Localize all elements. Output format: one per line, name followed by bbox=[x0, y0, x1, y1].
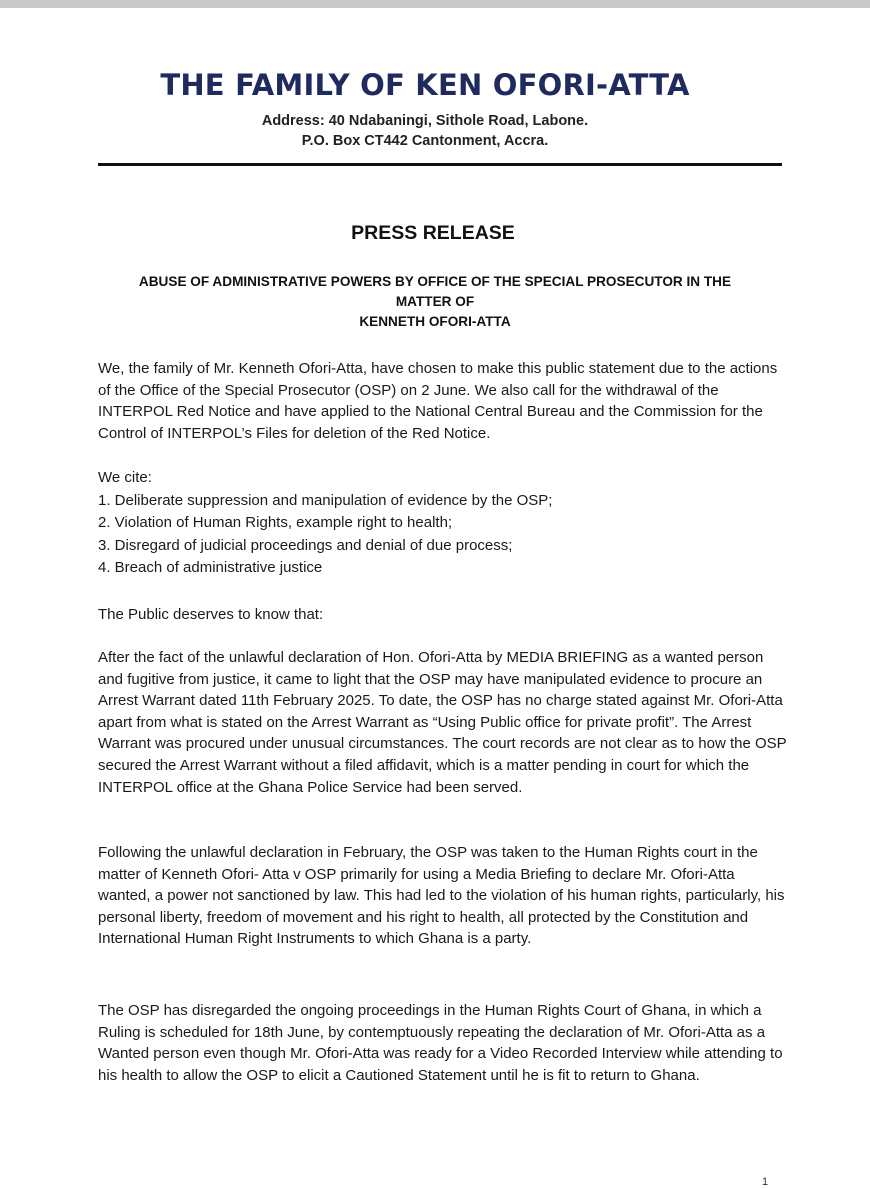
cite-item: 4. Breach of administrative justice bbox=[98, 559, 323, 576]
cite-item: 2. Violation of Human Rights, example right to health; bbox=[98, 514, 453, 531]
cite-list bbox=[98, 467, 788, 580]
letterhead-address: Address: 40 Ndabaningi, Sithole Road, Labone. bbox=[261, 113, 589, 129]
subheading-line: MATTER OF bbox=[395, 294, 475, 309]
window-top-strip bbox=[0, 0, 870, 8]
letterhead-divider bbox=[98, 163, 782, 166]
public-intro: The Public deserves to know that: bbox=[98, 606, 324, 623]
cite-intro: We cite: bbox=[98, 469, 152, 486]
proceedings-paragraph: The OSP has disregarded the ongoing proceedings in the Human Rights Court of Ghana, in which a Ruling is scheduled for 18th June, by contemptuously repeating the declaration of Mr. Ofori-Atta as a Wanted person even though Mr. Ofori-Atta was ready for a Video Recorded Interview while attending to his health to allow the OSP to elicit a Cautioned Statement until he is fit to return to Ghana. bbox=[98, 1002, 783, 1084]
release-subheading bbox=[98, 272, 772, 332]
subheading-line: ABUSE OF ADMINISTRATIVE POWERS BY OFFICE OF THE SPECIAL PROSECUTOR IN THE bbox=[138, 274, 732, 289]
letterhead-po-box: P.O. Box CT442 Cantonment, Accra. bbox=[301, 133, 549, 149]
letterhead-title: THE FAMILY OF KEN OFORI-ATTA bbox=[160, 68, 690, 102]
press-release-heading: PRESS RELEASE bbox=[351, 222, 515, 244]
cite-item: 1. Deliberate suppression and manipulation of evidence by the OSP; bbox=[98, 491, 553, 509]
arrest-warrant-paragraph: After the fact of the unlawful declaration of Hon. Ofori-Atta by MEDIA BRIEFING as a wanted person and fugitive from justice, it came to light that the OSP may have manipulated evidence to procure an Arrest Warrant dated 11th February 2025. To date, the OSP has no charge stated against Mr. Ofori-Atta apart from what is stated on the Arrest Warrant as “Using Public office for private profit”. The Arrest Warrant was procured under unusual circumstances. The court records are not clear as to how the OSP secured the Arrest Warrant without a filed affidavit, which is a matter pending in court for which the INTERPOL office at the Ghana Police Service had been served. bbox=[98, 649, 787, 796]
cite-item: 3. Disregard of judicial proceedings and denial of due process; bbox=[98, 536, 513, 554]
subheading-line: KENNETH OFORI-ATTA bbox=[359, 314, 511, 329]
intro-paragraph: We, the family of Mr. Kenneth Ofori-Atta, have chosen to make this public statement due to the actions of the Office of the Special Prosecutor (OSP) on 2 June. We also call for the withdrawal of the INTERPOL Red Notice and have applied to the National Central Bureau and the Commission for the Control of INTERPOL’s Files for deletion of the Red Notice. bbox=[98, 360, 778, 442]
page-number: 1 bbox=[762, 1176, 769, 1188]
human-rights-paragraph: Following the unlawful declaration in February, the OSP was taken to the Human Rights court in the matter of Kenneth Ofori- Atta v OSP primarily for using a Media Briefing to declare Mr. Ofori-Atta wanted, a power not sanctioned by law. This had led to the violation of his human rights, particularly, his personal liberty, freedom of movement and his right to health, all protected by the Constitution and International Human Right Instruments to which Ghana is a party. bbox=[98, 844, 785, 948]
